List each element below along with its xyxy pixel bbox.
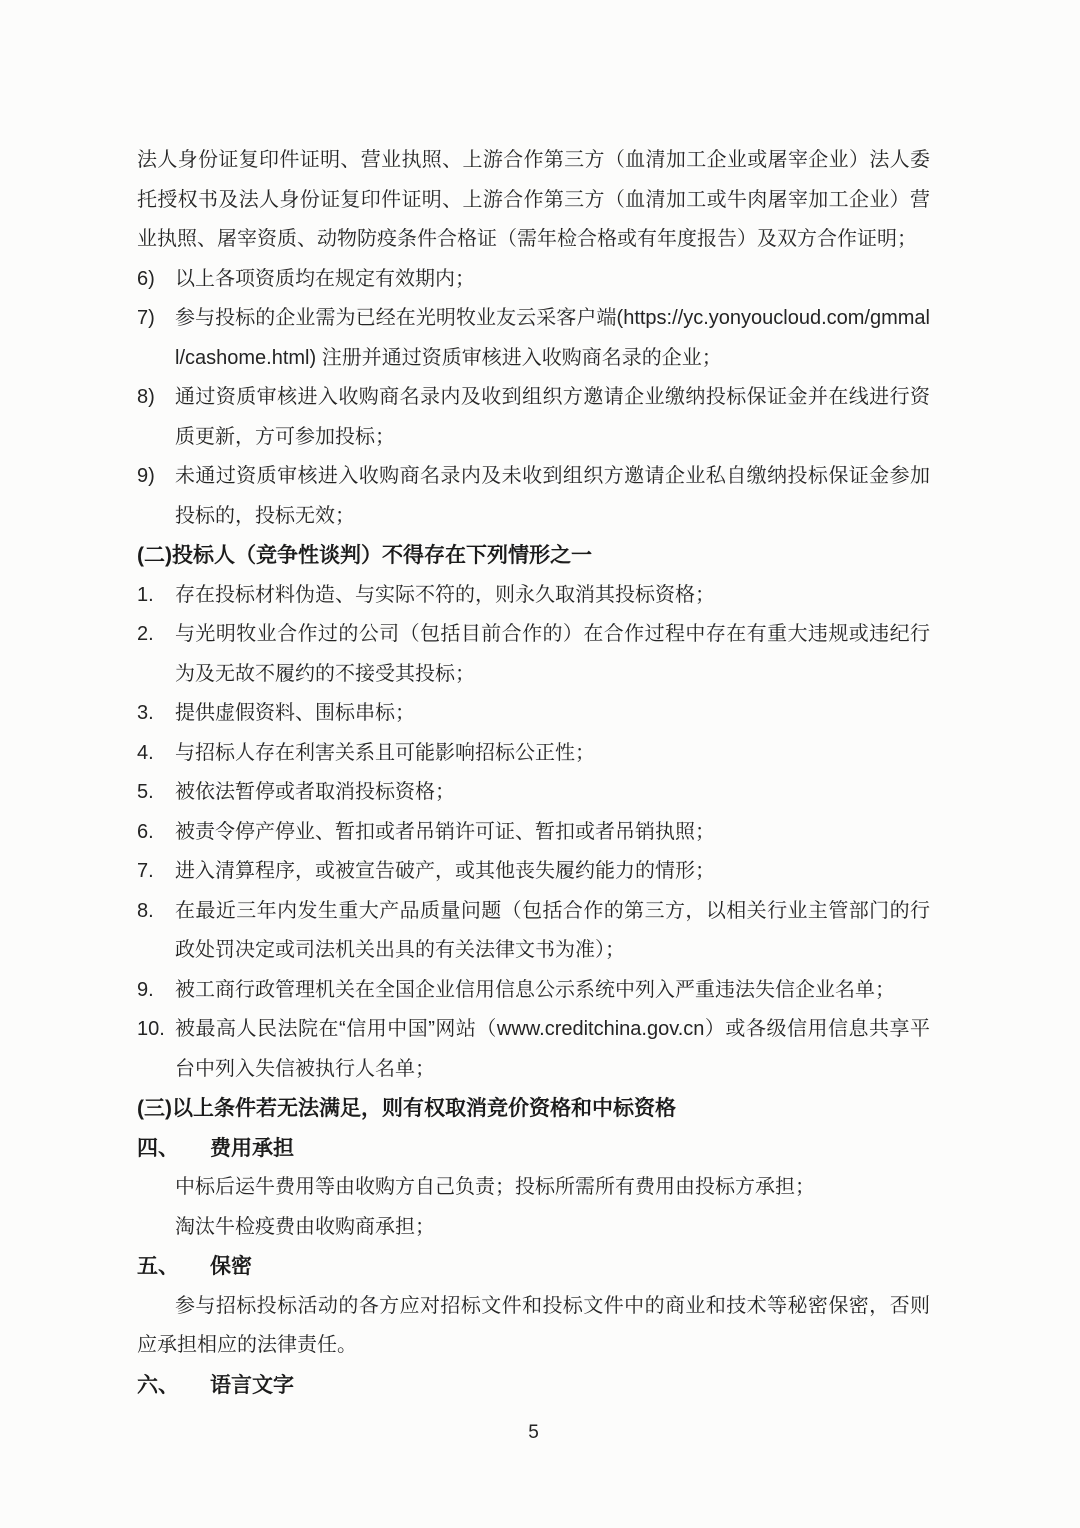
list-item-8 <box>137 378 930 457</box>
list-item-number: 1. <box>137 583 154 606</box>
list-item-number: 9. <box>137 978 154 1001</box>
list-item-number: 9) <box>137 465 155 487</box>
list-item-6 <box>137 260 930 300</box>
list-item-number: 7. <box>137 860 154 882</box>
chapter-heading-5 <box>137 1247 930 1287</box>
condition-item-10 <box>137 1010 930 1089</box>
condition-item-9 <box>137 971 930 1011</box>
condition-item-3 <box>137 694 930 734</box>
list-item-number: 4. <box>137 741 154 764</box>
chapter-title: 保密 <box>210 1255 252 1278</box>
list-item-text: 参与投标的企业需为已经在光明牧业友云采客户端(https://yc.yonyoucloud.com/gmmall/cashome.html) 注册并通过资质审核进入收购商名录的企业； <box>175 307 930 369</box>
paragraph-fees-1: 中标后运牛费用等由收购方自己负责；投标所需所有费用由投标方承担； <box>175 1176 815 1198</box>
chapter-number: 五、 <box>137 1255 179 1278</box>
condition-item-4 <box>137 734 930 774</box>
list-item-text: 通过资质审核进入收购商名录内及收到组织方邀请企业缴纳投标保证金并在线进行资质更新，方可参加投标； <box>175 386 930 448</box>
section-heading-2: (二)投标人（竞争性谈判）不得存在下列情形之一 <box>137 544 592 567</box>
condition-item-2 <box>137 615 930 694</box>
list-item-7 <box>137 299 930 378</box>
list-item-text: 被最高人民法院在“信用中国”网站（www.creditchina.gov.cn）或各级信用信息共享平台中列入失信被执行人名单； <box>175 1018 930 1080</box>
chapter-number: 六、 <box>137 1373 179 1397</box>
chapter-title: 语言文字 <box>210 1373 294 1397</box>
chapter-title: 费用承担 <box>210 1136 294 1160</box>
list-item-text: 进入清算程序，或被宣告破产，或其他丧失履约能力的情形； <box>175 860 715 882</box>
list-item-text: 未通过资质审核进入收购商名录内及未收到组织方邀请企业私自缴纳投标保证金参加投标的，投标无效； <box>175 465 930 527</box>
chapter-heading-6 <box>137 1366 930 1406</box>
paragraph-confidentiality: 参与招标投标活动的各方应对招标文件和投标文件中的商业和技术等秘密保密，否则应承担相应的法律责任。 <box>137 1294 930 1356</box>
list-item-text: 与招标人存在利害关系且可能影响招标公正性； <box>175 741 595 764</box>
list-item-text: 提供虚假资料、围标串标； <box>175 702 415 724</box>
list-item-number: 7) <box>137 307 155 329</box>
section-heading-3: (三)以上条件若无法满足，则有权取消竞价资格和中标资格 <box>137 1097 676 1120</box>
list-item-number: 6) <box>137 267 155 290</box>
chapter-number: 四、 <box>137 1136 179 1160</box>
list-item-text: 被依法暂停或者取消投标资格； <box>175 781 455 803</box>
list-item-text: 与光明牧业合作过的公司（包括目前合作的）在合作过程中存在有重大违规或违纪行为及无故不履约的不接受其投标； <box>175 623 930 685</box>
list-item-text: 以上各项资质均在规定有效期内； <box>175 267 475 290</box>
list-item-number: 10. <box>137 1018 165 1040</box>
list-item-number: 6. <box>137 820 154 843</box>
condition-item-8 <box>137 892 930 971</box>
document-content <box>137 141 930 1405</box>
chapter-heading-4 <box>137 1129 930 1169</box>
list-item-text: 被工商行政管理机关在全国企业信用信息公示系统中列入严重违法失信企业名单； <box>175 978 895 1001</box>
list-item-text: 存在投标材料伪造、与实际不符的，则永久取消其投标资格； <box>175 583 715 606</box>
condition-item-5 <box>137 773 930 813</box>
list-item-number: 3. <box>137 702 154 724</box>
paragraph-continuation: 法人身份证复印件证明、营业执照、上游合作第三方（血清加工企业或屠宰企业）法人委托授权书及法人身份证复印件证明、上游合作第三方（血清加工或牛肉屠宰加工企业）营业执照、屠宰资质、动物防疫条件合格证（需年检合格或有年度报告）及双方合作证明； <box>137 149 930 250</box>
list-item-number: 2. <box>137 623 154 645</box>
list-item-number: 8) <box>137 386 155 408</box>
list-item-number: 8. <box>137 899 154 922</box>
list-item-text: 在最近三年内发生重大产品质量问题（包括合作的第三方，以相关行业主管部门的行政处罚决定或司法机关出具的有关法律文书为准）； <box>175 899 930 961</box>
page-number: 5 <box>528 1422 539 1443</box>
list-item-text: 被责令停产停业、暂扣或者吊销许可证、暂扣或者吊销执照； <box>175 820 715 843</box>
condition-item-1 <box>137 576 930 616</box>
list-item-9 <box>137 457 930 536</box>
condition-item-6 <box>137 813 930 853</box>
condition-item-7 <box>137 852 930 892</box>
list-item-number: 5. <box>137 781 154 803</box>
paragraph-fees-2: 淘汰牛检疫费由收购商承担； <box>175 1215 435 1238</box>
